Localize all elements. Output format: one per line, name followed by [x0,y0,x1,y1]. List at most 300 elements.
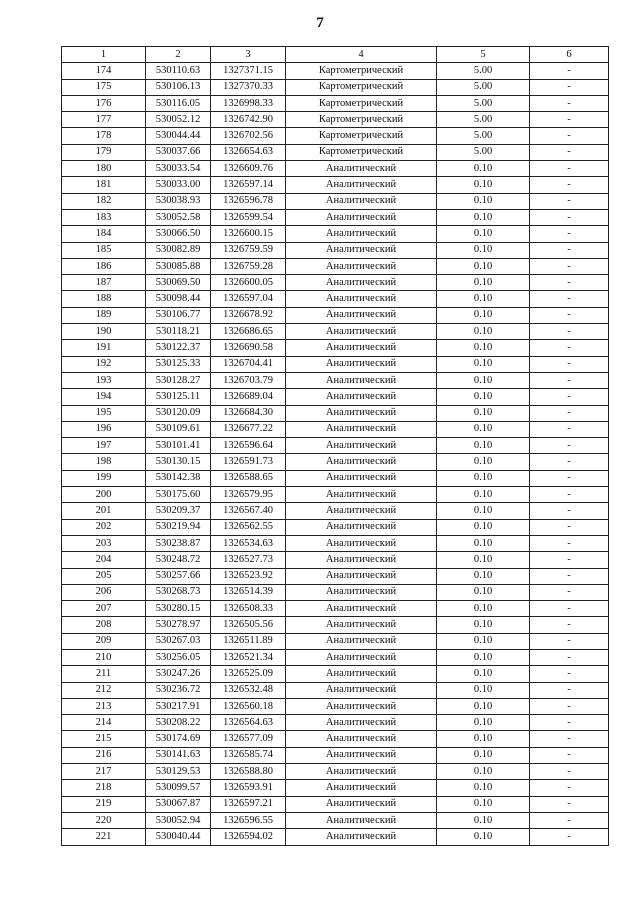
table-row [62,617,609,633]
cell-accuracy: 0.10 [437,275,530,291]
cell-accuracy: 0.10 [437,307,530,323]
cell-y-coordinate: 1326525.09 [211,666,286,682]
cell-point-number: 187 [62,275,146,291]
cell-y-coordinate: 1326742.90 [211,112,286,128]
cell-note: - [530,601,609,617]
cell-x-coordinate: 530209.37 [146,503,211,519]
cell-note: - [530,552,609,568]
cell-accuracy: 0.10 [437,242,530,258]
cell-y-coordinate: 1326591.73 [211,454,286,470]
cell-point-number: 218 [62,780,146,796]
cell-x-coordinate: 530106.13 [146,79,211,95]
cell-accuracy: 0.10 [437,731,530,747]
cell-accuracy: 0.10 [437,617,530,633]
cell-method: Аналитический [286,780,437,796]
cell-note: - [530,519,609,535]
cell-x-coordinate: 530219.94 [146,519,211,535]
cell-y-coordinate: 1326596.64 [211,438,286,454]
table-row [62,144,609,160]
cell-y-coordinate: 1326704.41 [211,356,286,372]
table-row [62,470,609,486]
cell-point-number: 191 [62,340,146,356]
cell-method: Аналитический [286,487,437,503]
cell-note: - [530,340,609,356]
cell-accuracy: 0.10 [437,601,530,617]
cell-note: - [530,780,609,796]
table-row [62,568,609,584]
cell-accuracy: 5.00 [437,128,530,144]
table-row [62,372,609,388]
cell-x-coordinate: 530109.61 [146,421,211,437]
table-row [62,112,609,128]
table-row [62,177,609,193]
cell-x-coordinate: 530208.22 [146,715,211,731]
cell-accuracy: 0.10 [437,454,530,470]
cell-method: Аналитический [286,535,437,551]
cell-note: - [530,307,609,323]
cell-method: Аналитический [286,389,437,405]
cell-note: - [530,633,609,649]
table-row [62,487,609,503]
cell-accuracy: 0.10 [437,258,530,274]
cell-method: Аналитический [286,715,437,731]
cell-point-number: 214 [62,715,146,731]
page-number: 7 [316,15,324,31]
cell-point-number: 195 [62,405,146,421]
cell-accuracy: 5.00 [437,144,530,160]
header-row [62,47,609,63]
cell-x-coordinate: 530238.87 [146,535,211,551]
cell-y-coordinate: 1326560.18 [211,698,286,714]
cell-note: - [530,226,609,242]
cell-point-number: 207 [62,601,146,617]
cell-point-number: 208 [62,617,146,633]
cell-note: - [530,731,609,747]
cell-method: Картометрический [286,144,437,160]
cell-note: - [530,356,609,372]
cell-y-coordinate: 1326523.92 [211,568,286,584]
table-row [62,275,609,291]
cell-accuracy: 5.00 [437,63,530,79]
cell-x-coordinate: 530174.69 [146,731,211,747]
table-row [62,405,609,421]
cell-y-coordinate: 1326690.58 [211,340,286,356]
cell-point-number: 185 [62,242,146,258]
cell-y-coordinate: 1326534.63 [211,535,286,551]
cell-method: Аналитический [286,682,437,698]
cell-x-coordinate: 530085.88 [146,258,211,274]
cell-method: Аналитический [286,324,437,340]
cell-method: Аналитический [286,177,437,193]
cell-point-number: 213 [62,698,146,714]
cell-method: Аналитический [286,405,437,421]
header-cell-col4: 4 [286,47,437,63]
cell-point-number: 193 [62,372,146,388]
cell-x-coordinate: 530280.15 [146,601,211,617]
table-row [62,356,609,372]
cell-method: Аналитический [286,649,437,665]
table-row [62,438,609,454]
cell-point-number: 199 [62,470,146,486]
cell-note: - [530,161,609,177]
cell-point-number: 206 [62,584,146,600]
cell-accuracy: 0.10 [437,161,530,177]
cell-method: Аналитический [286,747,437,763]
cell-method: Картометрический [286,112,437,128]
cell-x-coordinate: 530175.60 [146,487,211,503]
cell-method: Аналитический [286,258,437,274]
cell-point-number: 196 [62,421,146,437]
cell-point-number: 186 [62,258,146,274]
table-row [62,421,609,437]
cell-method: Аналитический [286,633,437,649]
cell-accuracy: 0.10 [437,177,530,193]
cell-point-number: 184 [62,226,146,242]
cell-point-number: 202 [62,519,146,535]
cell-note: - [530,112,609,128]
cell-note: - [530,584,609,600]
cell-accuracy: 0.10 [437,568,530,584]
cell-method: Аналитический [286,601,437,617]
cell-accuracy: 0.10 [437,405,530,421]
cell-accuracy: 0.10 [437,324,530,340]
cell-accuracy: 5.00 [437,112,530,128]
table-row [62,503,609,519]
cell-x-coordinate: 530106.77 [146,307,211,323]
cell-method: Аналитический [286,812,437,828]
cell-y-coordinate: 1327371.15 [211,63,286,79]
cell-y-coordinate: 1326600.05 [211,275,286,291]
cell-note: - [530,242,609,258]
cell-note: - [530,193,609,209]
cell-method: Аналитический [286,209,437,225]
cell-y-coordinate: 1326564.63 [211,715,286,731]
cell-y-coordinate: 1326508.33 [211,601,286,617]
cell-y-coordinate: 1326703.79 [211,372,286,388]
cell-x-coordinate: 530236.72 [146,682,211,698]
table-row [62,454,609,470]
cell-method: Аналитический [286,242,437,258]
cell-point-number: 176 [62,95,146,111]
cell-note: - [530,421,609,437]
cell-y-coordinate: 1326684.30 [211,405,286,421]
table-row [62,747,609,763]
cell-note: - [530,372,609,388]
cell-method: Аналитический [286,470,437,486]
cell-note: - [530,454,609,470]
table-row [62,209,609,225]
cell-note: - [530,698,609,714]
cell-point-number: 183 [62,209,146,225]
cell-method: Картометрический [286,63,437,79]
cell-point-number: 219 [62,796,146,812]
cell-note: - [530,324,609,340]
cell-y-coordinate: 1326527.73 [211,552,286,568]
cell-accuracy: 0.10 [437,487,530,503]
cell-point-number: 217 [62,764,146,780]
table-row [62,764,609,780]
cell-method: Аналитический [286,796,437,812]
table-row [62,812,609,828]
cell-method: Картометрический [286,79,437,95]
cell-note: - [530,128,609,144]
cell-note: - [530,682,609,698]
table-row [62,63,609,79]
cell-accuracy: 0.10 [437,584,530,600]
table-header [62,47,609,63]
cell-y-coordinate: 1326514.39 [211,584,286,600]
cell-x-coordinate: 530257.66 [146,568,211,584]
cell-y-coordinate: 1326689.04 [211,389,286,405]
cell-point-number: 203 [62,535,146,551]
table-row [62,633,609,649]
cell-point-number: 215 [62,731,146,747]
cell-accuracy: 0.10 [437,389,530,405]
cell-x-coordinate: 530278.97 [146,617,211,633]
table-row [62,95,609,111]
cell-method: Аналитический [286,584,437,600]
cell-x-coordinate: 530247.26 [146,666,211,682]
cell-point-number: 200 [62,487,146,503]
cell-point-number: 188 [62,291,146,307]
cell-note: - [530,666,609,682]
table-row [62,601,609,617]
cell-method: Аналитический [286,307,437,323]
cell-method: Аналитический [286,764,437,780]
header-cell-col5: 5 [437,47,530,63]
cell-accuracy: 0.10 [437,780,530,796]
cell-y-coordinate: 1326702.56 [211,128,286,144]
cell-x-coordinate: 530098.44 [146,291,211,307]
cell-x-coordinate: 530082.89 [146,242,211,258]
cell-x-coordinate: 530040.44 [146,829,211,845]
cell-method: Картометрический [286,95,437,111]
header-cell-col6: 6 [530,47,609,63]
cell-y-coordinate: 1326597.14 [211,177,286,193]
table-row [62,682,609,698]
table-row [62,79,609,95]
cell-y-coordinate: 1326596.55 [211,812,286,828]
cell-x-coordinate: 530268.73 [146,584,211,600]
cell-point-number: 177 [62,112,146,128]
cell-note: - [530,144,609,160]
cell-method: Аналитический [286,356,437,372]
cell-point-number: 211 [62,666,146,682]
cell-x-coordinate: 530141.63 [146,747,211,763]
cell-y-coordinate: 1326567.40 [211,503,286,519]
table-row [62,519,609,535]
cell-note: - [530,764,609,780]
cell-point-number: 175 [62,79,146,95]
cell-accuracy: 0.10 [437,552,530,568]
cell-x-coordinate: 530267.03 [146,633,211,649]
cell-point-number: 221 [62,829,146,845]
table-row [62,829,609,845]
cell-accuracy: 0.10 [437,226,530,242]
cell-point-number: 174 [62,63,146,79]
cell-x-coordinate: 530037.66 [146,144,211,160]
table-row [62,291,609,307]
cell-x-coordinate: 530118.21 [146,324,211,340]
cell-x-coordinate: 530217.91 [146,698,211,714]
cell-x-coordinate: 530044.44 [146,128,211,144]
table-row [62,193,609,209]
cell-x-coordinate: 530116.05 [146,95,211,111]
cell-method: Аналитический [286,275,437,291]
cell-x-coordinate: 530122.37 [146,340,211,356]
table-row [62,340,609,356]
cell-x-coordinate: 530110.63 [146,63,211,79]
cell-accuracy: 0.10 [437,372,530,388]
cell-x-coordinate: 530125.33 [146,356,211,372]
cell-note: - [530,63,609,79]
cell-accuracy: 0.10 [437,715,530,731]
cell-x-coordinate: 530099.57 [146,780,211,796]
cell-note: - [530,487,609,503]
cell-x-coordinate: 530069.50 [146,275,211,291]
cell-x-coordinate: 530125.11 [146,389,211,405]
cell-method: Картометрический [286,128,437,144]
table-row [62,731,609,747]
cell-accuracy: 0.10 [437,747,530,763]
table-row [62,715,609,731]
cell-note: - [530,617,609,633]
table-row [62,128,609,144]
cell-y-coordinate: 1326677.22 [211,421,286,437]
cell-accuracy: 0.10 [437,796,530,812]
cell-method: Аналитический [286,731,437,747]
cell-accuracy: 0.10 [437,698,530,714]
cell-accuracy: 0.10 [437,682,530,698]
cell-accuracy: 0.10 [437,503,530,519]
cell-x-coordinate: 530033.54 [146,161,211,177]
cell-y-coordinate: 1326998.33 [211,95,286,111]
coordinates-table [61,46,609,846]
table-row [62,226,609,242]
cell-accuracy: 0.10 [437,340,530,356]
table-row [62,649,609,665]
cell-point-number: 197 [62,438,146,454]
cell-note: - [530,389,609,405]
cell-y-coordinate: 1326597.21 [211,796,286,812]
cell-y-coordinate: 1326654.63 [211,144,286,160]
table-row [62,242,609,258]
cell-note: - [530,438,609,454]
cell-x-coordinate: 530101.41 [146,438,211,454]
cell-y-coordinate: 1326585.74 [211,747,286,763]
cell-point-number: 190 [62,324,146,340]
cell-y-coordinate: 1326511.89 [211,633,286,649]
cell-y-coordinate: 1326588.80 [211,764,286,780]
cell-y-coordinate: 1326588.65 [211,470,286,486]
cell-point-number: 220 [62,812,146,828]
cell-accuracy: 0.10 [437,829,530,845]
cell-point-number: 198 [62,454,146,470]
table-row [62,780,609,796]
cell-point-number: 216 [62,747,146,763]
cell-accuracy: 0.10 [437,649,530,665]
table-row [62,796,609,812]
cell-y-coordinate: 1326521.34 [211,649,286,665]
table-row [62,535,609,551]
cell-accuracy: 0.10 [437,535,530,551]
cell-x-coordinate: 530066.50 [146,226,211,242]
cell-y-coordinate: 1326596.78 [211,193,286,209]
cell-accuracy: 0.10 [437,666,530,682]
cell-y-coordinate: 1326579.95 [211,487,286,503]
cell-method: Аналитический [286,503,437,519]
cell-method: Аналитический [286,340,437,356]
header-cell-col1: 1 [62,47,146,63]
cell-point-number: 182 [62,193,146,209]
cell-y-coordinate: 1326759.28 [211,258,286,274]
cell-accuracy: 0.10 [437,291,530,307]
table-row [62,389,609,405]
cell-y-coordinate: 1326759.59 [211,242,286,258]
cell-note: - [530,796,609,812]
cell-accuracy: 0.10 [437,209,530,225]
cell-y-coordinate: 1326597.04 [211,291,286,307]
header-cell-col2: 2 [146,47,211,63]
cell-x-coordinate: 530038.93 [146,193,211,209]
cell-y-coordinate: 1326594.02 [211,829,286,845]
cell-y-coordinate: 1326686.65 [211,324,286,340]
cell-accuracy: 0.10 [437,470,530,486]
cell-method: Аналитический [286,698,437,714]
cell-method: Аналитический [286,568,437,584]
table-row [62,552,609,568]
cell-note: - [530,470,609,486]
cell-point-number: 181 [62,177,146,193]
cell-accuracy: 5.00 [437,95,530,111]
cell-x-coordinate: 530142.38 [146,470,211,486]
cell-x-coordinate: 530256.05 [146,649,211,665]
cell-point-number: 201 [62,503,146,519]
cell-point-number: 205 [62,568,146,584]
cell-point-number: 209 [62,633,146,649]
cell-note: - [530,503,609,519]
cell-y-coordinate: 1326577.09 [211,731,286,747]
table-row [62,258,609,274]
cell-point-number: 212 [62,682,146,698]
cell-method: Аналитический [286,421,437,437]
cell-x-coordinate: 530120.09 [146,405,211,421]
cell-point-number: 210 [62,649,146,665]
cell-y-coordinate: 1326505.56 [211,617,286,633]
cell-accuracy: 0.10 [437,193,530,209]
cell-method: Аналитический [286,617,437,633]
cell-note: - [530,405,609,421]
cell-accuracy: 0.10 [437,438,530,454]
cell-x-coordinate: 530033.00 [146,177,211,193]
cell-accuracy: 5.00 [437,79,530,95]
table-row [62,161,609,177]
table-row [62,666,609,682]
table-body [62,63,609,845]
cell-x-coordinate: 530052.58 [146,209,211,225]
table-row [62,324,609,340]
cell-x-coordinate: 530052.12 [146,112,211,128]
cell-point-number: 194 [62,389,146,405]
cell-accuracy: 0.10 [437,812,530,828]
cell-note: - [530,177,609,193]
cell-method: Аналитический [286,519,437,535]
cell-method: Аналитический [286,829,437,845]
cell-y-coordinate: 1327370.33 [211,79,286,95]
cell-note: - [530,812,609,828]
cell-note: - [530,715,609,731]
cell-accuracy: 0.10 [437,356,530,372]
